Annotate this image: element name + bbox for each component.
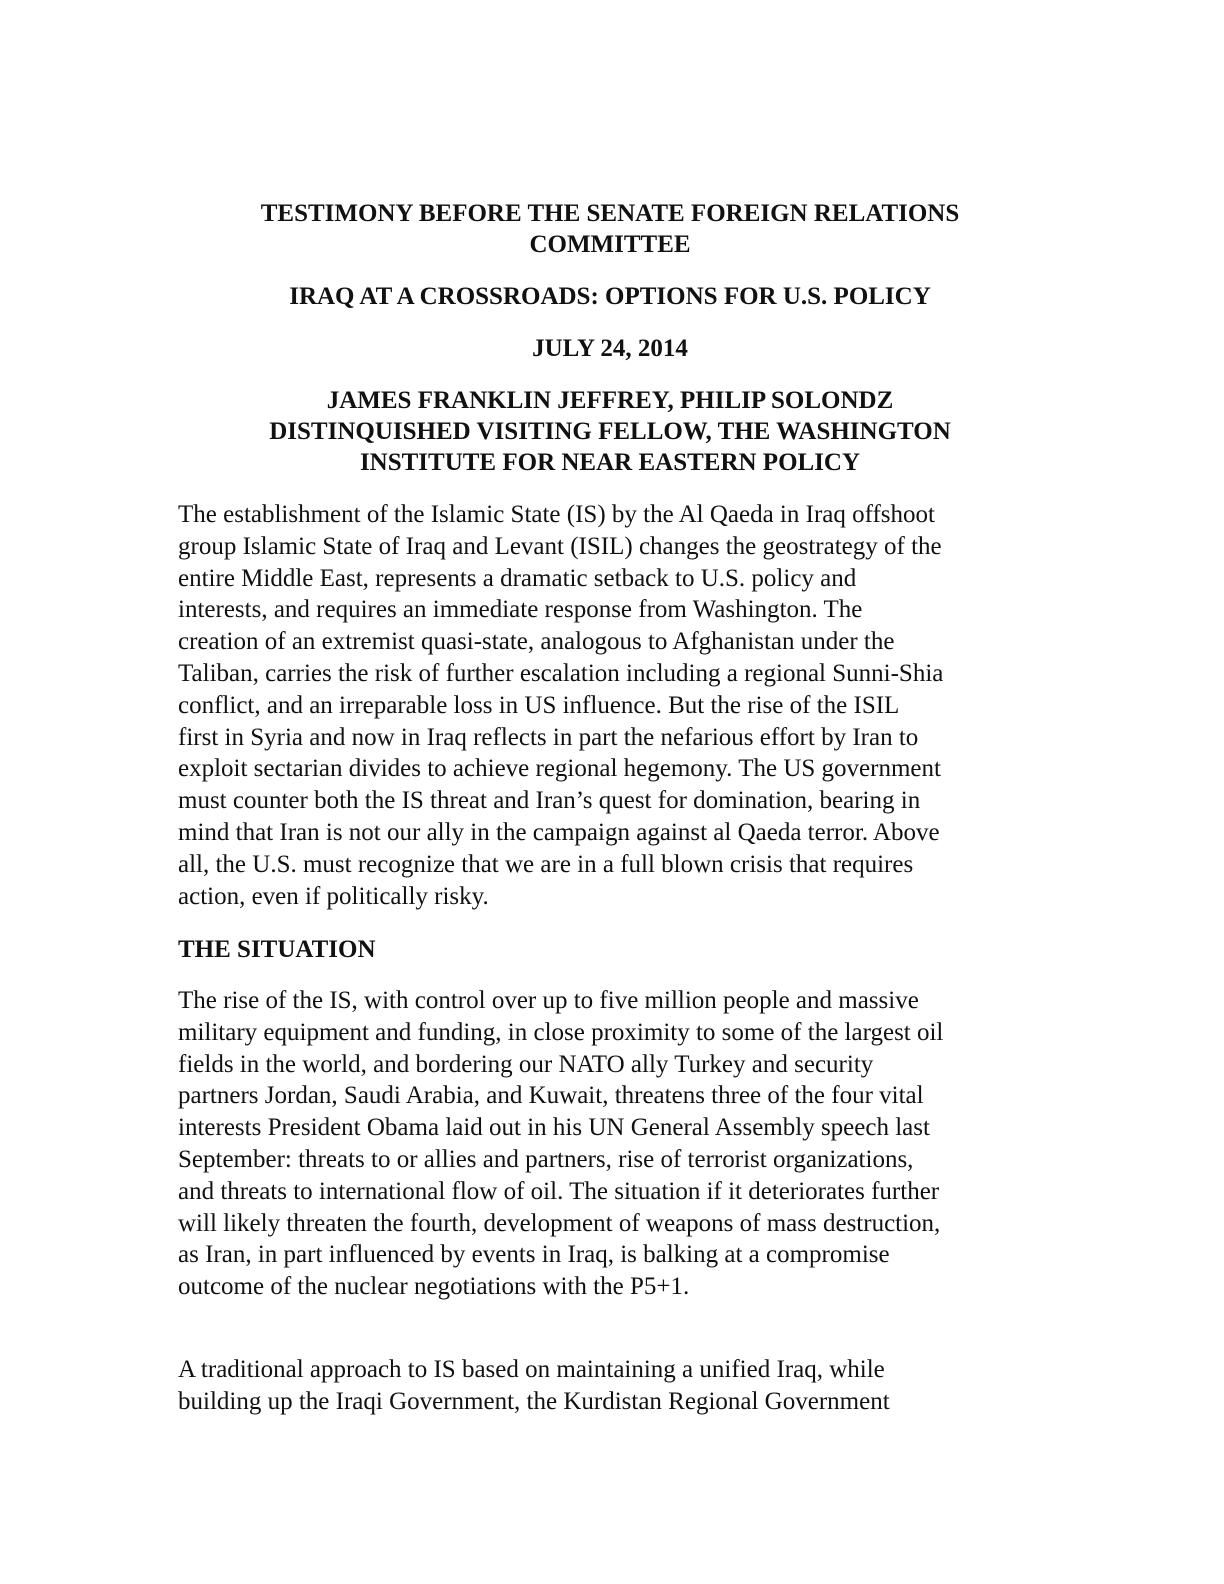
date-heading — [150, 333, 1070, 364]
heading-line: COMMITTEE — [529, 231, 691, 258]
author-heading — [150, 385, 1070, 478]
heading-line: INSTITUTE FOR NEAR EASTERN POLICY — [359, 449, 861, 476]
text-line: entire Middle East, represents a dramatic setback to U.S. policy and — [178, 564, 857, 592]
text-line: September: threats to or allies and partners, rise of terrorist organizations, — [178, 1145, 914, 1173]
heading-line: IRAQ AT A CROSSROADS: OPTIONS FOR U.S. POLICY — [289, 283, 931, 310]
heading-line: JULY 24, 2014 — [532, 335, 688, 362]
intro-paragraph — [178, 499, 1058, 912]
text-line: interests President Obama laid out in his UN General Assembly speech last — [178, 1114, 930, 1142]
text-line: and threats to international flow of oil. The situation if it deteriorates further — [178, 1177, 940, 1205]
text-line: first in Syria and now in Iraq reflects in part the nefarious effort by Iran to — [178, 723, 919, 751]
heading-line: TESTIMONY BEFORE THE SENATE FOREIGN RELATIONS — [260, 200, 960, 227]
heading-line: JAMES FRANKLIN JEFFREY, PHILIP SOLONDZ — [326, 387, 894, 414]
text-line: A traditional approach to IS based on maintaining a unified Iraq, while — [178, 1356, 885, 1383]
testimony-heading — [150, 198, 1070, 260]
text-line: will likely threaten the fourth, development of weapons of mass destruction, — [178, 1209, 941, 1237]
text-line: outcome of the nuclear negotiations with the P5+1. — [178, 1273, 690, 1301]
text-line: The establishment of the Islamic State (IS) by the Al Qaeda in Iraq offshoot — [178, 501, 935, 528]
subject-heading — [150, 281, 1070, 312]
text-line: exploit sectarian divides to achieve regional hegemony. The US government — [178, 755, 941, 783]
text-line: interests, and requires an immediate response from Washington. The — [178, 596, 863, 624]
text-line: partners Jordan, Saudi Arabia, and Kuwait, threatens three of the four vital — [178, 1082, 924, 1110]
text-line: as Iran, in part influenced by events in Iraq, is balking at a compromise — [178, 1241, 890, 1269]
traditional-approach-paragraph — [178, 1354, 1058, 1418]
text-line: Taliban, carries the risk of further escalation including a regional Sunni-Shia — [178, 659, 944, 687]
text-line: action, even if politically risky. — [178, 882, 489, 910]
text-line: all, the U.S. must recognize that we are in a full blown crisis that requires — [178, 850, 914, 878]
text-line: mind that Iran is not our ally in the campaign against al Qaeda terror. Above — [178, 818, 940, 846]
text-line: creation of an extremist quasi-state, analogous to Afghanistan under the — [178, 628, 895, 656]
text-line: fields in the world, and bordering our NATO ally Turkey and security — [178, 1050, 874, 1078]
section-heading-situation: THE SITUATION — [178, 936, 376, 963]
situation-paragraph — [178, 985, 1058, 1303]
text-line: building up the Iraqi Government, the Kurdistan Regional Government — [178, 1387, 890, 1415]
heading-line: DISTINQUISHED VISITING FELLOW, THE WASHINGTON — [269, 418, 951, 445]
text-line: must counter both the IS threat and Iran’s quest for domination, bearing in — [178, 787, 921, 815]
text-line: The rise of the IS, with control over up to five million people and massive — [178, 987, 919, 1014]
text-line: military equipment and funding, in close proximity to some of the largest oil — [178, 1018, 944, 1046]
text-line: group Islamic State of Iraq and Levant (ISIL) changes the geostrategy of the — [178, 532, 942, 560]
text-line: conflict, and an irreparable loss in US influence. But the rise of the ISIL — [178, 691, 900, 719]
